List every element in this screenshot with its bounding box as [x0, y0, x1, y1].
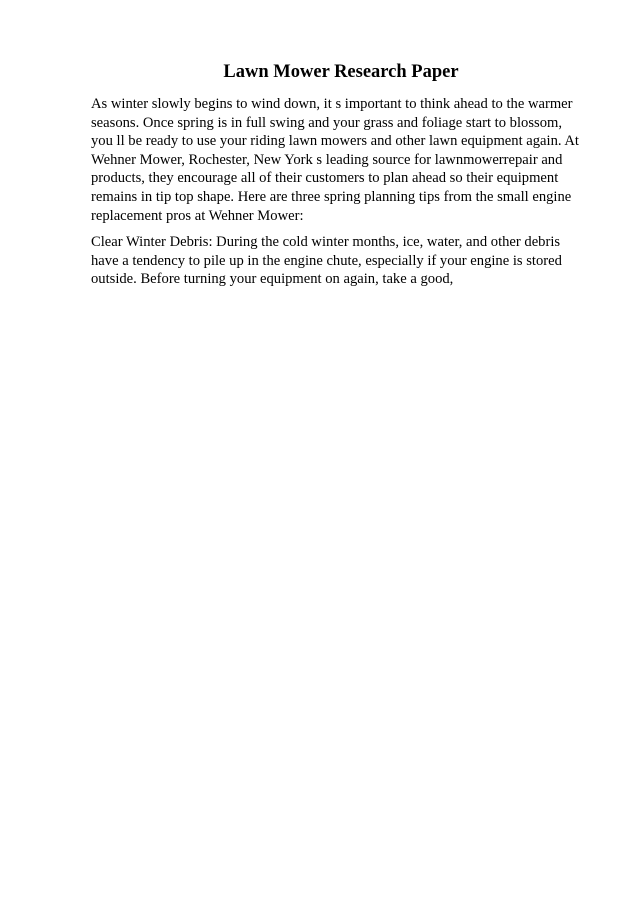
text-line: replacement pros at Wehner Mower:: [91, 207, 304, 224]
text-line: products, they encourage all of their customers to plan ahead so their equipment: [91, 170, 559, 187]
text-line: Wehner Mower, Rochester, New York s leading source for lawnmowerrepair and: [91, 151, 563, 168]
text-line: seasons. Once spring is in full swing and your grass and foliage start to blossom,: [91, 114, 562, 131]
text-line: have a tendency to pile up in the engine chute, especially if your engine is stored: [91, 252, 562, 269]
text-line: Clear Winter Debris: During the cold winter months, ice, water, and other debris: [91, 234, 561, 250]
document-title: Lawn Mower Research Paper: [223, 62, 459, 82]
text-line: As winter slowly begins to wind down, it s important to think ahead to the warmer: [91, 96, 573, 112]
paragraph-intro: [91, 95, 591, 225]
text-line: you ll be ready to use your riding lawn mowers and other lawn equipment again. At: [91, 133, 579, 150]
text-line: outside. Before turning your equipment on again, take a good,: [91, 271, 454, 288]
text-line: remains in tip top shape. Here are three spring planning tips from the small engine: [91, 188, 572, 205]
paragraph-winter-debris: [91, 233, 591, 289]
